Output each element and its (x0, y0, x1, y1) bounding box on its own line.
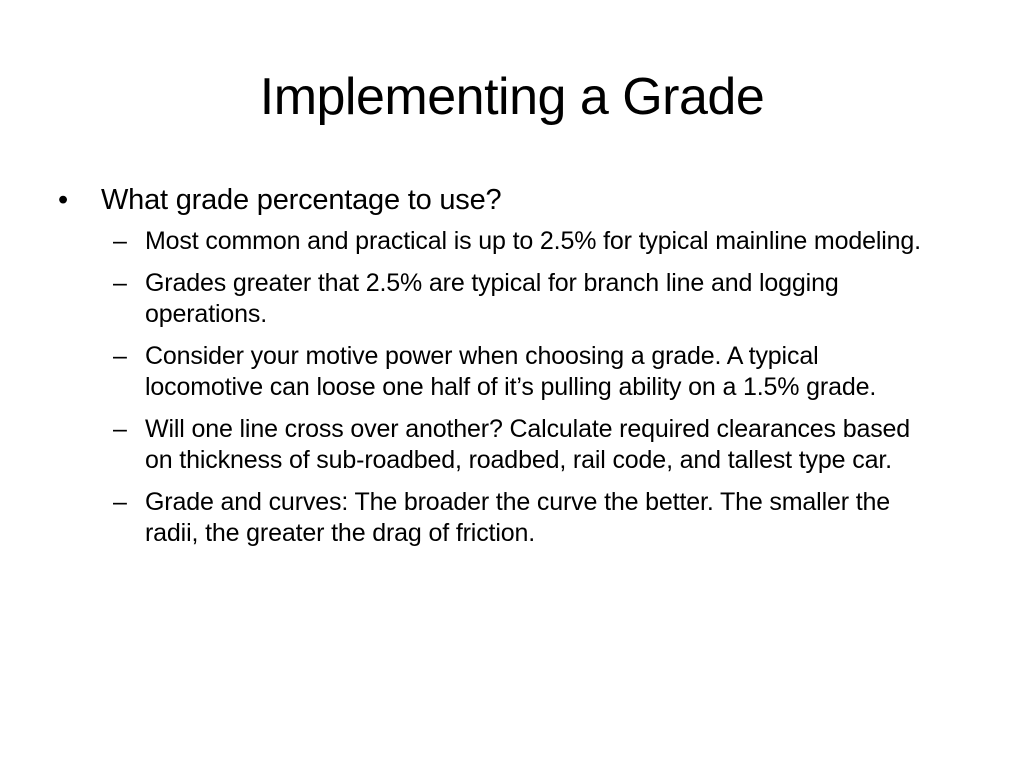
dash-marker: – (113, 415, 127, 443)
sub-bullet-item (113, 487, 933, 549)
bullet-marker: • (58, 184, 68, 216)
sub-bullet-text: Will one line cross over another? Calculate required clearances based on thickness of sub-roadbed, roadbed, rail code, and tallest type car. (145, 415, 911, 474)
sub-bullet-text: Most common and practical is up to 2.5% for typical mainline modeling. (145, 227, 921, 255)
sub-bullet-list (113, 226, 933, 560)
sub-bullet-item (113, 226, 933, 257)
dash-marker: – (113, 488, 127, 516)
dash-marker: – (113, 342, 127, 370)
dash-marker: – (113, 269, 127, 297)
sub-bullet-text: Consider your motive power when choosing a grade. A typical locomotive can loose one half of it’s pulling ability on a 1.5% grade. (145, 342, 877, 401)
sub-bullet-item (113, 414, 933, 476)
sub-bullet-item (113, 268, 933, 330)
dash-marker: – (113, 227, 127, 255)
bullet-text: What grade percentage to use? (101, 184, 502, 216)
sub-bullet-text: Grades greater that 2.5% are typical for branch line and logging operations. (145, 269, 839, 328)
sub-bullet-item (113, 341, 933, 403)
slide-title: Implementing a Grade (259, 68, 765, 126)
sub-bullet-text: Grade and curves: The broader the curve the better. The smaller the radii, the greater the drag of friction. (145, 488, 891, 547)
